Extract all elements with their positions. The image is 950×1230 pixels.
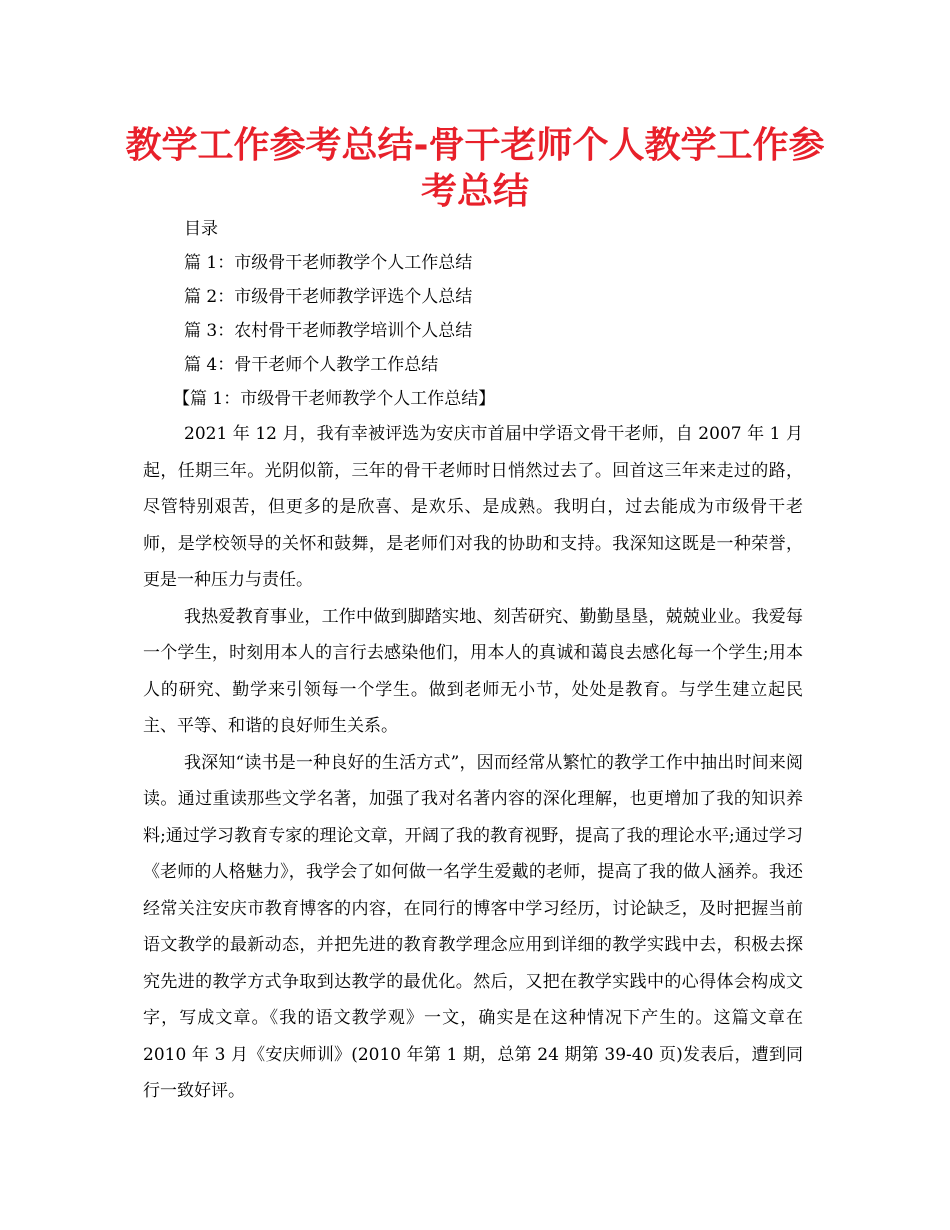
paragraph: 我深知“读书是一种良好的生活方式”，因而经常从繁忙的教学工作中抽出时间来阅读。通过重读那些文学名著，加强了我对名著内容的深化理解，也更增加了我的知识养料;通过学习教育专家的理论文章，开阔了我的教育视野，提高了我的理论水平;通过学习《老师的人格魅力》，我学会了如何做一名学生爱戴的老师，提高了我的做人涵养。我还经常关注安庆市教育博客的内容，在同行的博客中学习经历，讨论缺乏，及时把握当前语文教学的最新动态，并把先进的教育教学理念应用到详细的教学实践中去，积极去探究先进的教学方式争取到达教学的最优化。然后，又把在教学实践中的心得体会构成文字，写成文章。《我的语文教学观》一文，确实是在这种情况下产生的。这篇文章在 2010 年 3 月《安庆师训》(2010 年第 1 期，总第 24 期第 39-40 页)发表后，遭到同行一致好评。: [143, 752, 803, 1101]
section-heading: 【篇 1：市级骨干老师教学个人工作总结】: [173, 389, 496, 409]
toc-item: 篇 3：农村骨干老师教学培训个人总结: [184, 321, 473, 341]
document-body: [143, 212, 803, 1110]
document-title: 教学工作参考总结-骨干老师个人教学工作参考总结: [125, 125, 825, 212]
toc-heading: 目录: [184, 219, 218, 239]
toc-item: 篇 4：骨干老师个人教学工作总结: [184, 355, 439, 375]
paragraph: 我热爱教育事业，工作中做到脚踏实地、刻苦研究、勤勤垦垦，兢兢业业。我爱每一个学生，时刻用本人的言行去感染他们，用本人的真诚和蔼良去感化每一个学生;用本人的研究、勤学来引领每一个学生。做到老师无小节，处处是教育。与学生建立起民主、平等、和谐的良好师生关系。: [143, 606, 803, 736]
paragraph: 2021 年 12 月，我有幸被评选为安庆市首届中学语文骨干老师，自 2007 年 1 月起，任期三年。光阴似箭，三年的骨干老师时日悄然过去了。回首这三年来走过的路，尽管特别艰苦，但更多的是欣喜、是欢乐、是成熟。我明白，过去能成为市级骨干老师，是学校领导的关怀和鼓舞，是老师们对我的协助和支持。我深知这既是一种荣誉，更是一种压力与责任。: [143, 424, 803, 590]
toc-item: 篇 2：市级骨干老师教学评选个人总结: [184, 287, 473, 307]
toc-item: 篇 1：市级骨干老师教学个人工作总结: [184, 253, 473, 273]
